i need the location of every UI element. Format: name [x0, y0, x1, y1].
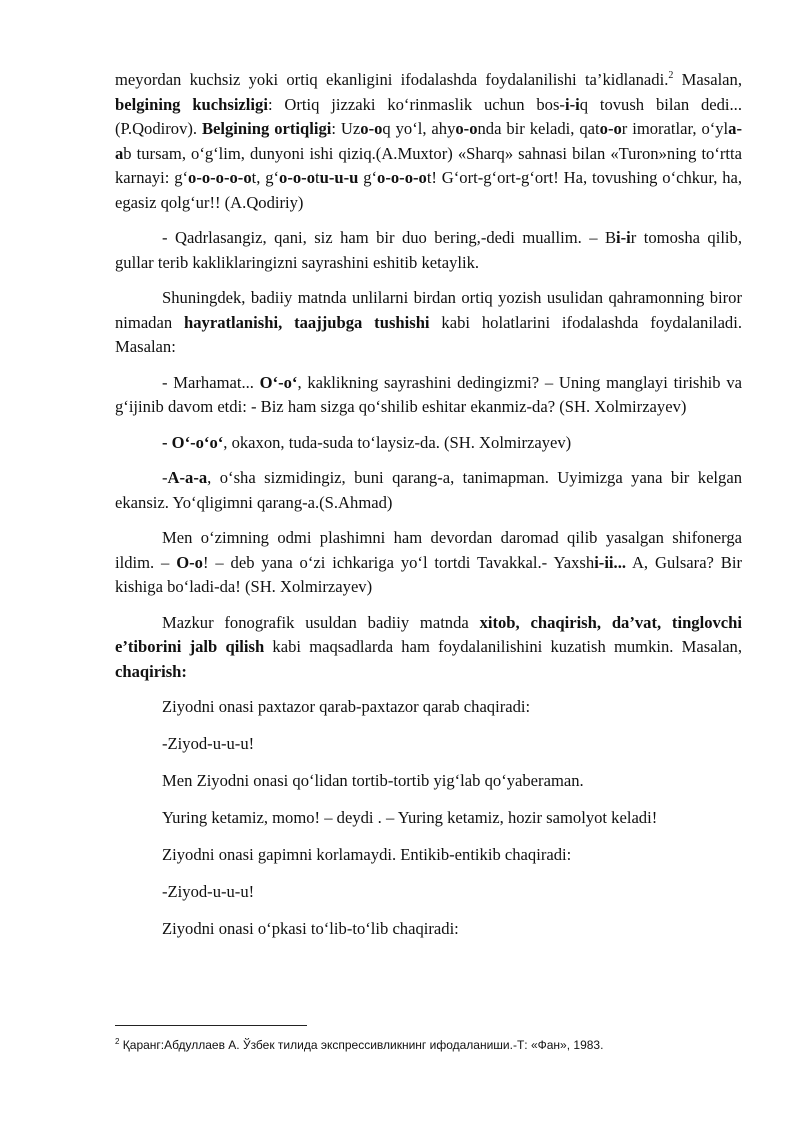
- text-run: A, Gulsara? Bir kishiga bo‘ladi-da! (SH. Xolmirzayev): [115, 552, 742, 596]
- text-run: Masalan,: [673, 70, 742, 89]
- dialogue-line-list: [115, 695, 742, 942]
- text-run: g‘: [358, 168, 378, 187]
- text-run: t: [315, 168, 320, 187]
- text-run: Men o‘zimning odmi plashimni ham devordan daromad qilib yasalgan shifonerga ildim. –: [115, 528, 742, 572]
- bold-text-run: i-i: [616, 228, 631, 247]
- paragraph: [115, 611, 742, 685]
- bold-text-run: - O‘-o‘o‘: [162, 432, 224, 452]
- text-run: , kaklikning sayrashini dedingizmi? – Uning manglayi tirishib va g‘ijinib davom etdi: - Biz ham sizga qo‘shilib eshitar ekanmiz-da? (SH. Xolmirzayev): [115, 372, 742, 416]
- bold-text-run: hayratlanishi, taajjubga tushishi: [184, 312, 430, 332]
- text-run: nda bir keladi, qat: [477, 119, 600, 138]
- text-run: q tovush bilan dedi... (P.Qodirov).: [115, 94, 742, 138]
- document-body: [115, 68, 742, 954]
- bold-text-run: o-o: [360, 119, 383, 138]
- text-run: - Marhamat...: [162, 372, 260, 392]
- text-run: Mazkur fonografik usuldan badiiy matnda: [162, 612, 480, 632]
- bold-text-run: o-o-o-o-o: [188, 168, 252, 187]
- footnote-mark: 2: [115, 1037, 120, 1046]
- text-run: , o‘sha sizmidingiz, buni qarang-a, tanimapman. Uyimizga yana bir kelgan ekansiz. Yo‘qligimni qarang-a.(S.Ahmad): [115, 468, 742, 512]
- text-run: r imoratlar, o‘yl: [621, 119, 729, 138]
- text-run: kabi holatlarini ifodalashda foydalaniladi. Masalan:: [115, 312, 742, 356]
- dialogue-line: -Ziyod-u-u-u!: [162, 734, 255, 753]
- bold-text-run: O‘-o‘: [259, 372, 298, 392]
- dialogue-line: -Ziyod-u-u-u!: [162, 882, 255, 901]
- text-run: t! G‘ort-g‘ort-g‘ort! Ha, tovushing o‘chkur, ha, egasiz qolg‘ur!! (A.Qodiriy): [115, 168, 743, 212]
- bold-text-run: o-o-o: [279, 168, 315, 187]
- paragraph: [115, 466, 742, 515]
- text-run: q yo‘l, ahy: [382, 119, 456, 138]
- bold-text-run: i-ii...: [594, 552, 626, 572]
- dialogue-line: Ziyodni onasi o‘pkasi to‘lib-to‘lib chaqiradi:: [162, 919, 459, 938]
- text-run: b tursam, o‘g‘lim, dunyoni ishi qiziq.(A.Muxtor) «Sharq» sahnasi bilan «Turon»ning to‘rtta karnayi: g‘: [115, 143, 742, 187]
- bold-text-run: chaqirish:: [115, 661, 187, 681]
- footnote-reference: 2: [668, 70, 674, 81]
- bold-text-run: o-o: [455, 119, 478, 138]
- bold-text-run: a-a: [115, 119, 742, 163]
- text-run: , okaxon, tuda-suda to‘laysiz-da. (SH. Xolmirzayev): [223, 432, 572, 452]
- bold-text-run: belgining kuchsizligi: [115, 94, 268, 114]
- bold-text-run: u-u-u: [319, 168, 359, 187]
- text-run: -: [162, 468, 168, 487]
- bold-text-run: O-o: [176, 552, 203, 572]
- text-run: - Qadrlasangiz, qani, siz ham bir duo bering,-dedi muallim. – B: [162, 228, 617, 247]
- text-run: : Ortiq jizzaki ko‘rinmaslik uchun bos-: [267, 94, 565, 114]
- dialogue-line: Ziyodni onasi gapimni korlamaydi. Entikib-entikib chaqiradi:: [162, 845, 572, 864]
- paragraph: [115, 526, 742, 600]
- paragraph: [115, 226, 742, 275]
- dialogue-line: Men Ziyodni onasi qo‘lidan tortib-tortib yig‘lab qo‘yaberaman.: [162, 771, 584, 790]
- text-run: kabi maqsadlarda ham foydalanilishini kuzatish mumkin. Masalan,: [264, 637, 743, 656]
- paragraph: [115, 286, 742, 360]
- paragraph: [115, 371, 742, 420]
- footnote-divider: [115, 1025, 307, 1026]
- text-run: ! – deb yana o‘zi ichkariga yo‘l tortdi Tavakkal.- Yaxsh: [202, 552, 595, 572]
- text-run: meyordan kuchsiz yoki ortiq ekanligini ifodalashda foydalanilishi ta’kidlanadi.: [115, 70, 669, 89]
- paragraph: [115, 68, 742, 215]
- bold-text-run: o-o-o-o: [377, 168, 427, 187]
- dialogue-line: Yuring ketamiz, momo! – deydi . – Yuring ketamiz, hozir samolyot keladi!: [162, 808, 658, 827]
- bold-text-run: xitob, chaqirish, da’vat, tinglovchi e’tiborini jalb qilish: [115, 612, 743, 656]
- bold-text-run: o-o: [599, 119, 622, 138]
- dialogue-line: Ziyodni onasi paxtazor qarab-paxtazor qarab chaqiradi:: [162, 697, 531, 716]
- paragraph: [115, 431, 742, 456]
- text-run: t, g‘: [251, 168, 280, 187]
- bold-text-run: Belgining ortiqligi: [201, 119, 332, 138]
- footnote: [115, 1037, 742, 1053]
- footnote-text: Қаранг:Абдуллаев А. Ўзбек тилида экспрессивликнинг ифодаланиши.-Т: «Фан», 1983.: [119, 1038, 604, 1052]
- text-run: Shuningdek, badiiy matnda unlilarni birdan ortiq yozish usulidan qahramonning biror nimadan: [115, 288, 742, 332]
- bold-text-run: A-a-a: [167, 468, 208, 487]
- bold-text-run: i-i: [564, 94, 580, 114]
- text-run: r tomosha qilib, gullar terib kakliklaringizni sayrashini eshitib ketaylik.: [115, 228, 742, 272]
- paragraph-list: [115, 68, 742, 684]
- text-run: : Uz: [331, 119, 361, 138]
